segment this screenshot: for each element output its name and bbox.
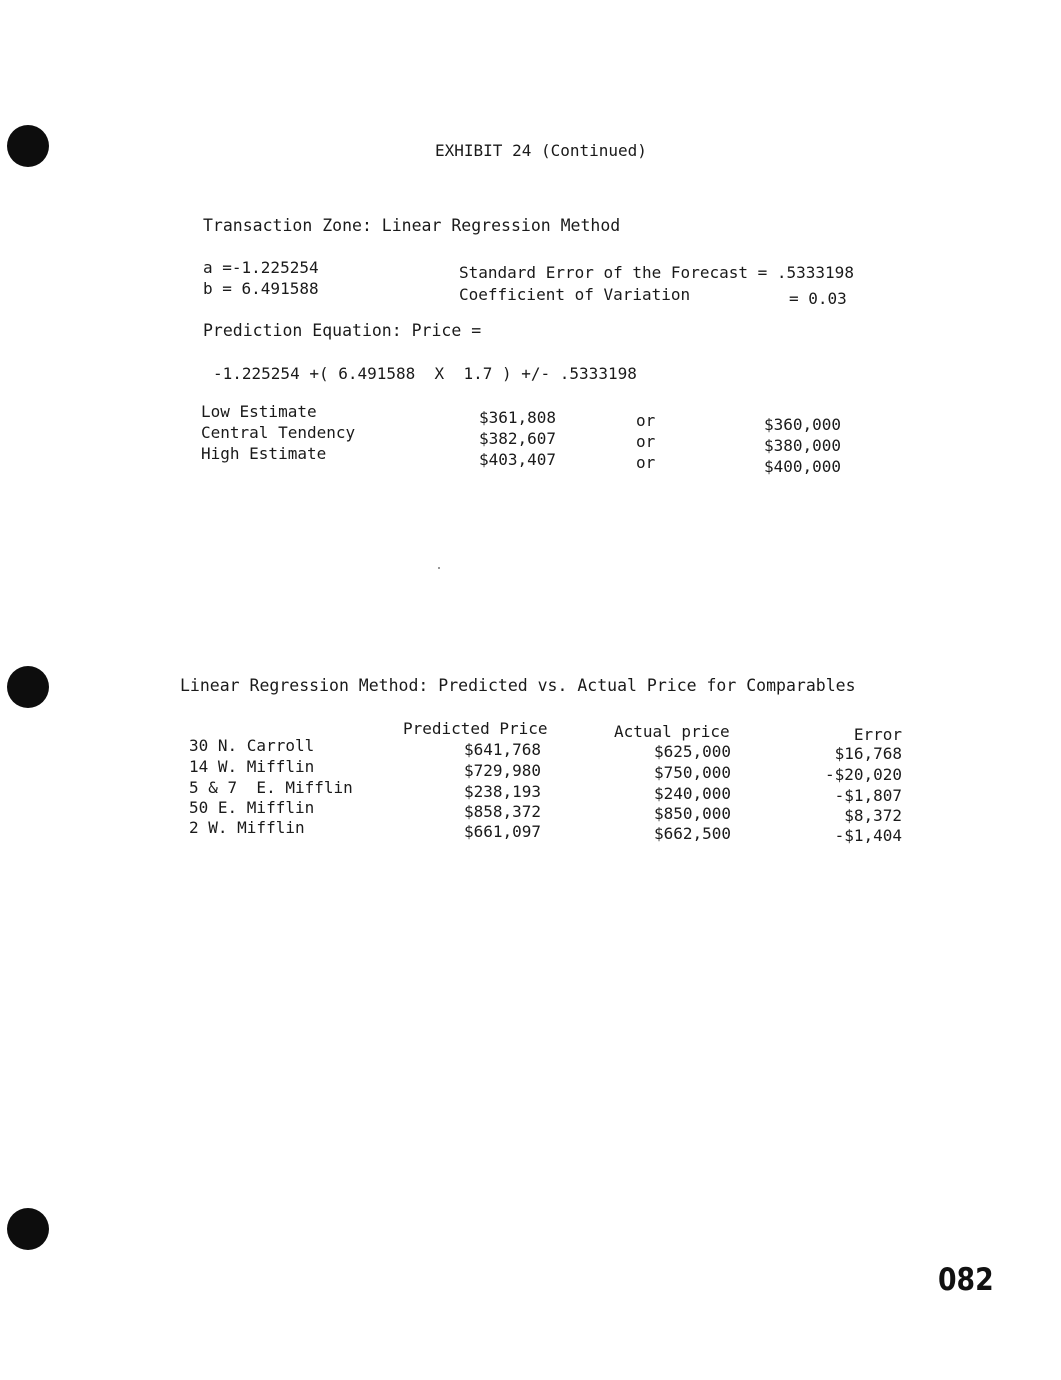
transaction-zone-heading: Transaction Zone: Linear Regression Method: [203, 216, 621, 235]
estimate-value: $382,607: [479, 429, 557, 448]
column-header-error: Error: [853, 725, 902, 744]
column-header-actual: Actual price: [614, 722, 730, 741]
estimate-rounded: $360,000: [764, 415, 842, 434]
estimate-label: High Estimate: [201, 444, 327, 463]
estimate-or: or: [636, 453, 656, 472]
address-cell: 30 N. Carroll: [189, 736, 315, 755]
coefficient-b: b = 6.491588: [203, 279, 319, 298]
estimate-or: or: [636, 411, 656, 430]
punch-hole-middle: [7, 666, 49, 708]
standard-error-label: Standard Error of the Forecast = .5333198: [459, 263, 854, 282]
actual-cell: $750,000: [653, 763, 731, 782]
error-cell: -$1,807: [834, 786, 902, 805]
error-cell: -$1,404: [834, 826, 902, 845]
column-header-predicted: Predicted Price: [403, 719, 548, 738]
actual-cell: $850,000: [653, 804, 731, 823]
error-cell: -$20,020: [824, 765, 902, 784]
address-cell: 5 & 7 E. Mifflin: [189, 778, 353, 797]
address-cell: 14 W. Mifflin: [189, 757, 315, 776]
punch-hole-top: [7, 125, 49, 167]
address-cell: 50 E. Mifflin: [189, 798, 315, 817]
scan-speck: [438, 567, 440, 569]
actual-cell: $625,000: [653, 742, 731, 761]
estimate-value: $361,808: [479, 408, 557, 427]
actual-cell: $240,000: [653, 784, 731, 803]
error-cell: $16,768: [834, 744, 902, 763]
predicted-cell: $641,768: [463, 740, 541, 759]
exhibit-title: EXHIBIT 24 (Continued): [435, 141, 647, 160]
prediction-equation: -1.225254 +( 6.491588 X 1.7 ) +/- .5333198: [213, 364, 637, 383]
coefficient-of-variation-value: = 0.03: [789, 289, 847, 308]
address-cell: 2 W. Mifflin: [189, 818, 305, 837]
actual-cell: $662,500: [653, 824, 731, 843]
estimate-label: Central Tendency: [201, 423, 356, 442]
coefficient-a: a =-1.225254: [203, 258, 319, 277]
estimate-rounded: $380,000: [764, 436, 842, 455]
coefficient-of-variation-label: Coefficient of Variation: [459, 285, 691, 304]
predicted-cell: $858,372: [463, 802, 541, 821]
predicted-cell: $661,097: [463, 822, 541, 841]
estimate-rounded: $400,000: [764, 457, 842, 476]
predicted-cell: $729,980: [463, 761, 541, 780]
estimate-label: Low Estimate: [201, 402, 317, 421]
page-number: 082: [938, 1262, 994, 1298]
predicted-cell: $238,193: [463, 782, 541, 801]
estimate-or: or: [636, 432, 656, 451]
comparables-heading: Linear Regression Method: Predicted vs. Actual Price for Comparables: [180, 676, 856, 695]
punch-hole-bottom: [7, 1208, 49, 1250]
estimate-value: $403,407: [479, 450, 557, 469]
prediction-equation-label: Prediction Equation: Price =: [203, 321, 482, 340]
error-cell: $8,372: [844, 806, 902, 825]
